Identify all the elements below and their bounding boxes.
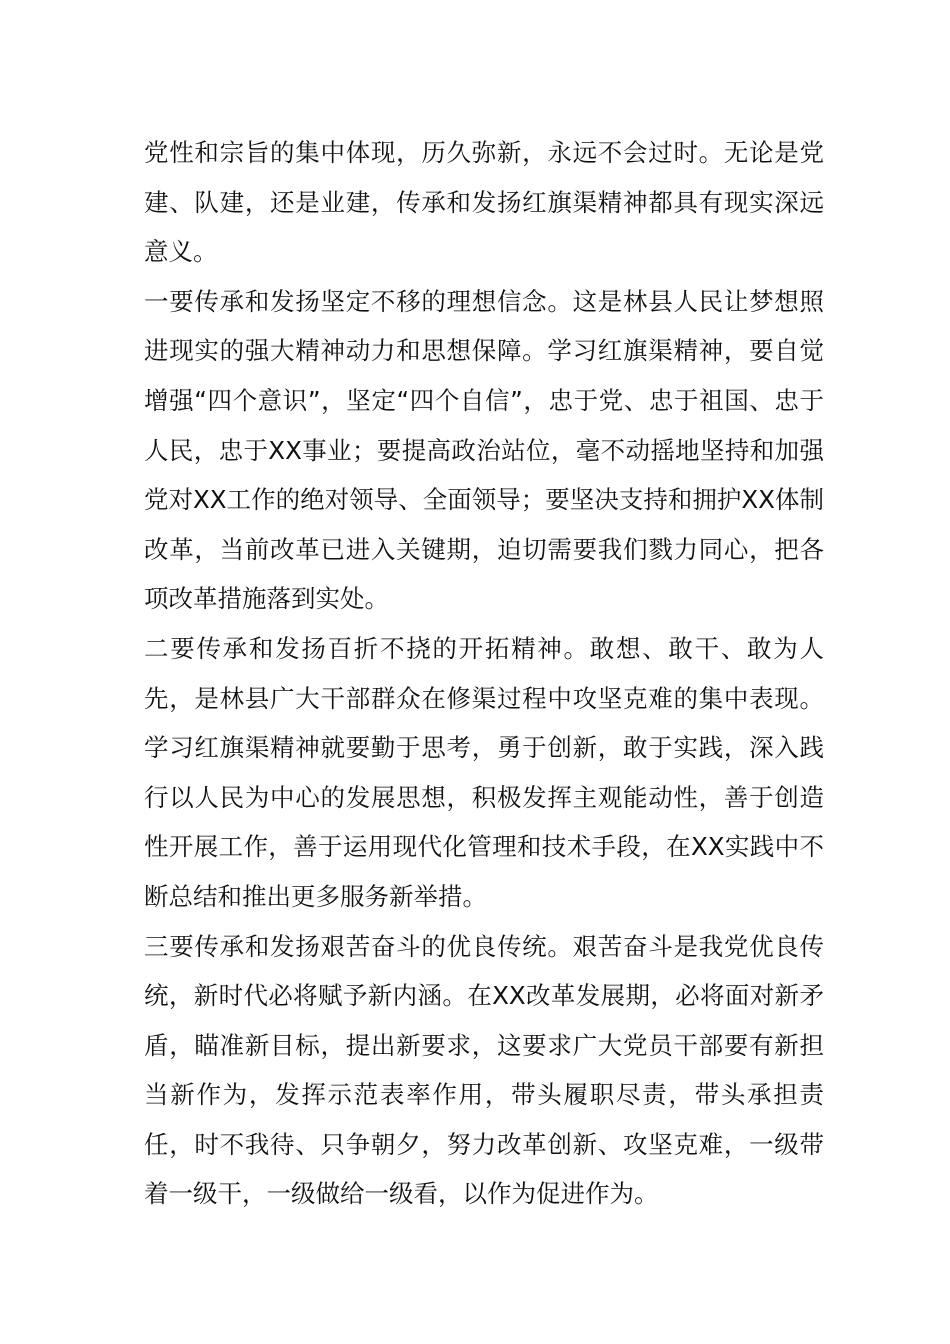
paragraph-hard-work-tradition: 三要传承和发扬艰苦奋斗的优良传统。艰苦奋斗是我党优良传统，新时代必将赋予新内涵。在XX改革发展期，必将面对新矛盾，瞄准新目标，提出新要求，这要求广大党员干部要有新担当新作为，发挥示范表率作用，带头履职尽责，带头承担责任，时不我待、只争朝夕，努力改革创新、攻坚克难，一级带着一级干，一级做给一级看，以作为促进作为。 — [144, 931, 824, 1209]
paragraph-pioneering-spirit: 二要传承和发扬百折不挠的开拓精神。敢想、敢干、敢为人先，是林县广大干部群众在修渠过程中攻坚克难的集中表现。学习红旗渠精神就要勤于思考，勇于创新，敢于实践，深入践行以人民为中心的发展思想，积极发挥主观能动性，善于创造性开展工作，善于运用现代化管理和技术手段，在XX实践中不断总结和推出更多服务新举措。 — [144, 633, 824, 911]
document-body — [144, 128, 824, 1219]
paragraph-ideals-and-beliefs: 一要传承和发扬坚定不移的理想信念。这是林县人民让梦想照进现实的强大精神动力和思想保障。学习红旗渠精神，要自觉增强“四个意识”，坚定“四个自信”，忠于党、忠于祖国、忠于人民，忠于XX事业；要提高政治站位，毫不动摇地坚持和加强党对XX工作的绝对领导、全面领导；要坚决支持和拥护XX体制改革，当前改革已进入关键期，迫切需要我们戮力同心，把各项改革措施落到实处。 — [144, 286, 824, 614]
paragraph-continuation: 党性和宗旨的集中体现，历久弥新，永远不会过时。无论是党建、队建，还是业建，传承和发扬红旗渠精神都具有现实深远意义。 — [144, 138, 824, 267]
